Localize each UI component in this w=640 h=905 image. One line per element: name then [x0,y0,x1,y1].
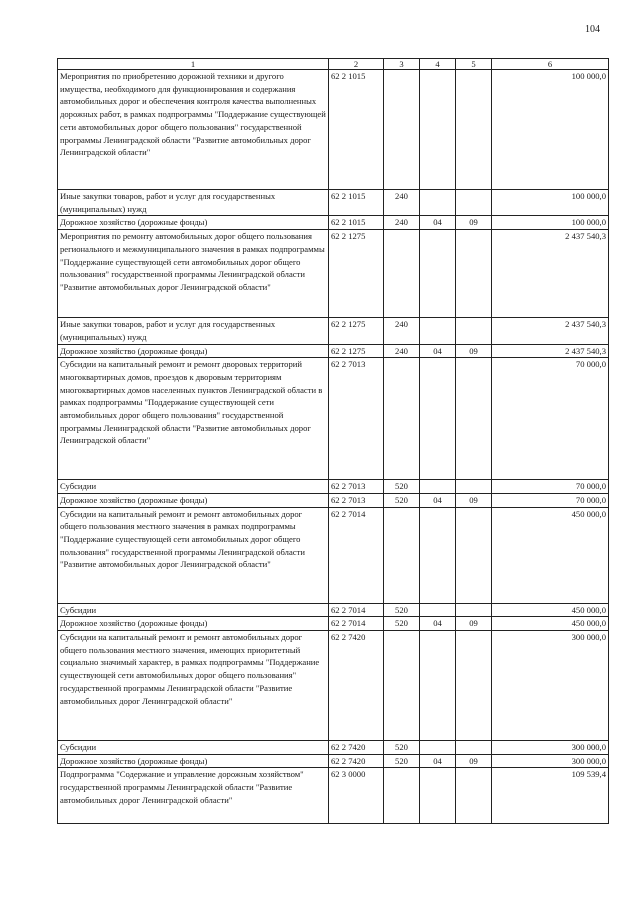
row-vr-cell: 520 [384,603,420,617]
row-code-cell: 62 2 7013 [329,493,384,507]
row-amount-cell: 450 000,0 [492,507,609,603]
row-amount-cell: 450 000,0 [492,617,609,631]
row-pr-cell: 09 [456,216,492,230]
row-pr-cell: 09 [456,617,492,631]
row-pr-cell [456,768,492,824]
row-pr-cell [456,318,492,344]
row-name-cell: Дорожное хозяйство (дорожные фонды) [58,344,329,358]
table-row [58,190,609,216]
table-row [58,230,609,318]
row-rz-cell [420,603,456,617]
row-name-cell: Дорожное хозяйство (дорожные фонды) [58,493,329,507]
row-vr-cell: 520 [384,480,420,494]
table-row [58,507,609,603]
row-amount-cell: 100 000,0 [492,216,609,230]
row-rz-cell [420,741,456,755]
row-pr-cell [456,190,492,216]
row-amount-cell: 109 539,4 [492,768,609,824]
row-vr-cell: 240 [384,190,420,216]
row-pr-cell [456,603,492,617]
row-name-cell: Дорожное хозяйство (дорожные фонды) [58,216,329,230]
row-vr-cell: 240 [384,216,420,230]
row-name-cell: Дорожное хозяйство (дорожные фонды) [58,617,329,631]
row-code-cell: 62 2 1275 [329,344,384,358]
row-pr-cell [456,230,492,318]
row-pr-cell [456,507,492,603]
row-name-cell: Субсидии [58,741,329,755]
row-amount-cell: 2 437 540,3 [492,344,609,358]
row-name-cell: Мероприятия по ремонту автомобильных дорог общего пользования регионального и межмуниципального значения в рамках подпрограммы "Поддержание существующей сети автомобильных дорог общего пользования" государственной программы Ленинградской области "Развитие автомобильных дорог Ленинградской области" [58,230,329,318]
row-vr-cell: 520 [384,617,420,631]
row-amount-cell: 2 437 540,3 [492,318,609,344]
row-amount-cell: 100 000,0 [492,70,609,190]
row-pr-cell [456,741,492,755]
row-pr-cell [456,70,492,190]
table-row [58,318,609,344]
table-row [58,344,609,358]
row-vr-cell [384,768,420,824]
budget-table [57,58,609,824]
table-row [58,631,609,741]
row-vr-cell [384,631,420,741]
row-pr-cell: 09 [456,754,492,768]
row-code-cell: 62 2 7013 [329,480,384,494]
row-code-cell: 62 2 7013 [329,358,384,480]
row-vr-cell [384,358,420,480]
row-vr-cell: 240 [384,344,420,358]
header-cell: 6 [492,59,609,70]
row-vr-cell [384,230,420,318]
row-rz-cell [420,190,456,216]
row-rz-cell: 04 [420,754,456,768]
table-row [58,480,609,494]
row-code-cell: 62 2 7420 [329,741,384,755]
table-row [58,603,609,617]
row-amount-cell: 70 000,0 [492,358,609,480]
row-vr-cell: 520 [384,741,420,755]
row-pr-cell [456,480,492,494]
row-rz-cell [420,480,456,494]
table-row [58,754,609,768]
row-name-cell: Субсидии [58,480,329,494]
row-name-cell: Субсидии на капитальный ремонт и ремонт дворовых территорий многоквартирных домов, проездов к дворовым территориям многоквартирных домов населенных пунктов Ленинградской области в рамках подпрограммы "Поддержание существующей сети автомобильных дорог общего пользования" государственной программы Ленинградской области "Развитие автомобильных дорог Ленинградской области" [58,358,329,480]
row-amount-cell: 2 437 540,3 [492,230,609,318]
row-amount-cell: 100 000,0 [492,190,609,216]
row-rz-cell [420,507,456,603]
row-pr-cell: 09 [456,493,492,507]
row-rz-cell [420,230,456,318]
row-code-cell: 62 2 7420 [329,631,384,741]
header-cell: 2 [329,59,384,70]
row-amount-cell: 300 000,0 [492,754,609,768]
row-rz-cell [420,631,456,741]
row-code-cell: 62 2 7014 [329,617,384,631]
header-cell: 5 [456,59,492,70]
row-code-cell: 62 2 1275 [329,230,384,318]
row-code-cell: 62 2 7014 [329,507,384,603]
row-name-cell: Дорожное хозяйство (дорожные фонды) [58,754,329,768]
row-amount-cell: 300 000,0 [492,741,609,755]
row-name-cell: Подпрограмма "Содержание и управление дорожным хозяйством" государственной программы Ленинградской области "Развитие автомобильных дорог Ленинградской области" [58,768,329,824]
row-rz-cell [420,358,456,480]
row-name-cell: Иные закупки товаров, работ и услуг для государственных (муниципальных) нужд [58,190,329,216]
row-name-cell: Мероприятия по приобретению дорожной техники и другого имущества, необходимого для функционирования и содержания автомобильных дорог и обеспечения контроля качества выполненных дорожных работ, в рамках подпрограммы "Поддержание существующей сети автомобильных дорог общего пользования" государственной программы Ленинградской области "Развитие автомобильных дорог Ленинградской области" [58,70,329,190]
header-cell: 4 [420,59,456,70]
row-code-cell: 62 3 0000 [329,768,384,824]
table-row [58,358,609,480]
table-row [58,70,609,190]
row-pr-cell [456,358,492,480]
row-code-cell: 62 2 1015 [329,190,384,216]
header-cell: 1 [58,59,329,70]
row-code-cell: 62 2 1015 [329,70,384,190]
row-vr-cell: 240 [384,318,420,344]
row-code-cell: 62 2 1275 [329,318,384,344]
row-rz-cell: 04 [420,617,456,631]
row-code-cell: 62 2 7014 [329,603,384,617]
row-vr-cell: 520 [384,493,420,507]
row-code-cell: 62 2 7420 [329,754,384,768]
table-row [58,768,609,824]
row-rz-cell: 04 [420,216,456,230]
row-vr-cell: 520 [384,754,420,768]
table-row [58,741,609,755]
row-rz-cell [420,70,456,190]
row-code-cell: 62 2 1015 [329,216,384,230]
row-amount-cell: 300 000,0 [492,631,609,741]
row-amount-cell: 70 000,0 [492,480,609,494]
row-amount-cell: 450 000,0 [492,603,609,617]
row-amount-cell: 70 000,0 [492,493,609,507]
row-rz-cell: 04 [420,493,456,507]
row-name-cell: Иные закупки товаров, работ и услуг для государственных (муниципальных) нужд [58,318,329,344]
table-header-row [58,59,609,70]
row-pr-cell [456,631,492,741]
page-number: 104 [585,24,600,35]
row-name-cell: Субсидии на капитальный ремонт и ремонт автомобильных дорог общего пользования местного значения, имеющих приоритетный социально значимый характер, в рамках подпрограммы "Поддержание существующей сети автомобильных дорог общего пользования" государственной программы Ленинградской области "Развитие автомобильных дорог Ленинградской области" [58,631,329,741]
row-rz-cell: 04 [420,344,456,358]
header-cell: 3 [384,59,420,70]
row-vr-cell [384,70,420,190]
row-vr-cell [384,507,420,603]
row-pr-cell: 09 [456,344,492,358]
row-rz-cell [420,318,456,344]
row-name-cell: Субсидии на капитальный ремонт и ремонт автомобильных дорог общего пользования местного значения в рамках подпрограммы "Поддержание существующей сети автомобильных дорог общего пользования" государственной программы Ленинградской области "Развитие автомобильных дорог Ленинградской области" [58,507,329,603]
table-row [58,617,609,631]
row-name-cell: Субсидии [58,603,329,617]
row-rz-cell [420,768,456,824]
table-row [58,216,609,230]
table-row [58,493,609,507]
